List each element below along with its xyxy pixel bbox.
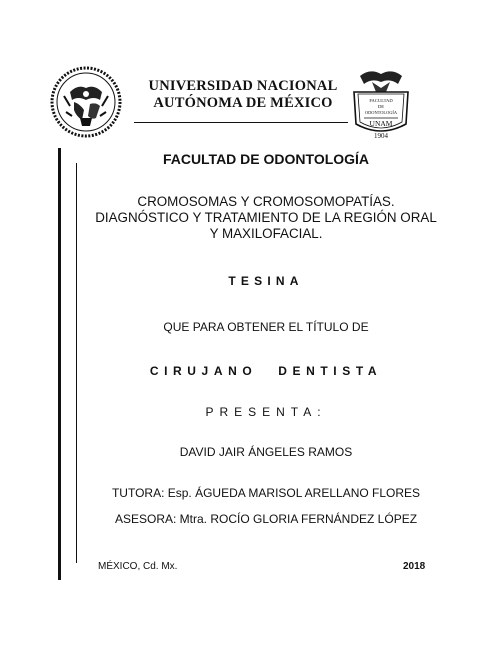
- margin-rule-thin: [76, 163, 77, 563]
- presents-label: PRESENTA:: [205, 405, 327, 419]
- obtain-phrase: QUE PARA OBTENER EL TÍTULO DE: [163, 320, 369, 334]
- tutor-line: TUTORA: Esp. ÁGUEDA MARISOL ARELLANO FLORES: [111, 486, 421, 500]
- thesis-title-line-1: CROMOSOMAS Y CROMOSOMOPATÍAS.: [137, 194, 395, 209]
- thesis-title-line-2: DIAGNÓSTICO Y TRATAMIENTO DE LA REGIÓN ORAL: [95, 210, 437, 225]
- svg-text:FACULTAD: FACULTAD: [369, 98, 393, 103]
- thesis-title-line-3: Y MAXILOFACIAL.: [209, 226, 323, 241]
- unam-seal-icon: [50, 66, 122, 138]
- svg-text:ODONTOLOGÍA: ODONTOLOGÍA: [364, 110, 398, 115]
- university-name-line-2: AUTÓNOMA DE MÉXICO: [153, 95, 333, 111]
- faculty-name: FACULTAD DE ODONTOLOGÍA: [162, 151, 370, 167]
- place-label: MÉXICO, Cd. Mx.: [98, 561, 178, 572]
- author-name: DAVID JAIR ÁNGELES RAMOS: [179, 445, 353, 459]
- degree-title: CIRUJANO DENTISTA: [149, 364, 383, 378]
- odontologia-seal-icon: [350, 66, 412, 146]
- margin-rule-thick: [58, 148, 61, 580]
- document-type: TESINA: [228, 274, 304, 288]
- year-label: 2018: [403, 561, 426, 572]
- header-rule: [134, 122, 348, 123]
- university-name-line-1: UNIVERSIDAD NACIONAL: [148, 78, 338, 94]
- svg-text:1904: 1904: [374, 132, 388, 140]
- advisor-line: ASESORA: Mtra. ROCÍO GLORIA FERNÁNDEZ LÓPEZ: [114, 512, 418, 526]
- svg-text:DE: DE: [377, 104, 385, 109]
- svg-text:UNAM: UNAM: [369, 119, 393, 128]
